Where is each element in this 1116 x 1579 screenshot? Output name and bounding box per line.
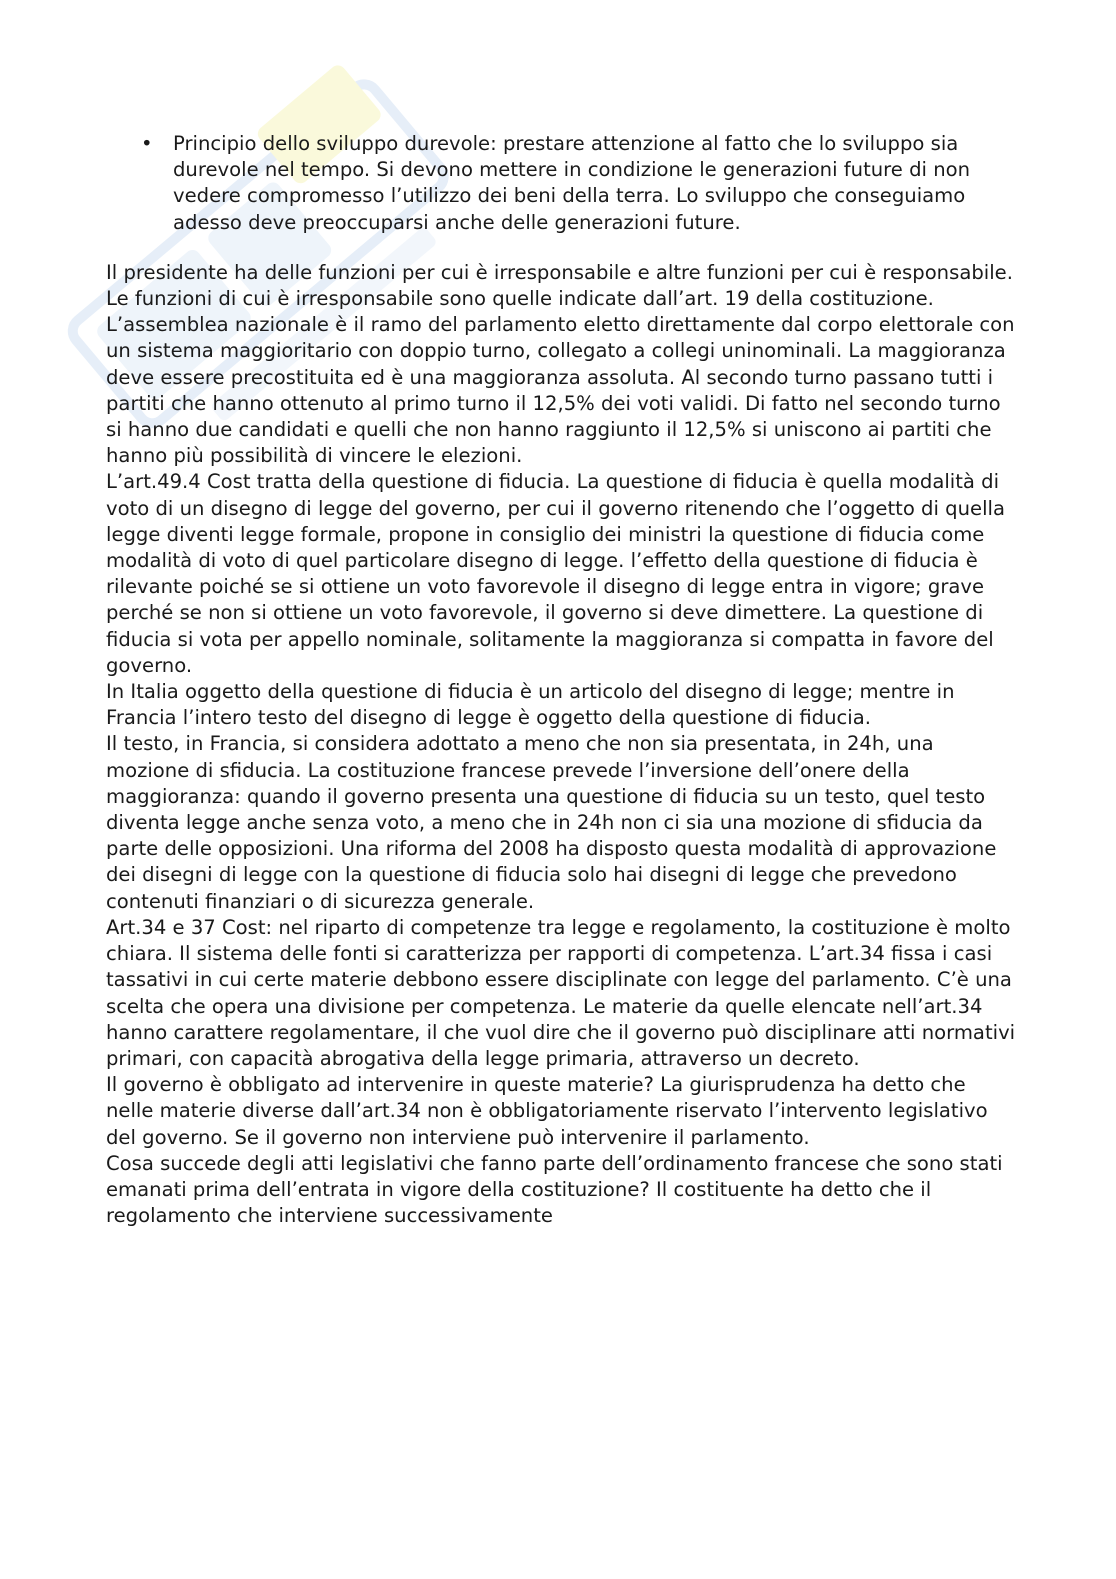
bullet-list	[106, 131, 1016, 236]
bullet-text: Principio dello sviluppo durevole: prestare attenzione al fatto che lo sviluppo sia durevole nel tempo. Si devono mettere in condizione le generazioni future di non vedere compromesso l’utilizzo dei beni della terra. Lo sviluppo che conseguiamo adesso deve preoccuparsi anche delle generazioni future.	[173, 132, 971, 234]
paragraph: Art.34 e 37 Cost: nel riparto di competenze tra legge e regolamento, la costituzione è molto chiara. Il sistema delle fonti si caratterizza per rapporti di competenza. L’art.34 fissa i casi tassativi in cui certe materie debbono essere disciplinate con legge del parlamento. C’è una scelta che opera una divisione per competenza. Le materie da quelle elencate nell’art.34 hanno carattere regolamentare, il che vuol dire che il governo può disciplinare atti normativi primari, con capacità abrogativa della legge primaria, attraverso un decreto.	[106, 915, 1016, 1070]
paragraph: Il presidente ha delle funzioni per cui è irresponsabile e altre funzioni per cui è responsabile. Le funzioni di cui è irresponsabile sono quelle indicate dall’art. 19 della costituzione.	[106, 260, 1013, 311]
paragraph: L’art.49.4 Cost tratta della questione di fiducia. La questione di fiducia è quella modalità di voto di un disegno di legge del governo, per cui il governo ritenendo che l’oggetto di quella legge diventi legge formale, propone in consiglio dei ministri la questione di fiducia come modalità di voto di quel particolare disegno di legge. l’effetto della questione di fiducia è rilevante poiché se si ottiene un voto favorevole il disegno di legge entra in vigore; grave perché se non si ottiene un voto favorevole, il governo si deve dimettere. La questione di fiducia si vota per appello nominale, solitamente la maggioranza si compatta in favore del governo.	[106, 470, 1005, 677]
document-body	[106, 131, 1016, 1229]
paragraph: L’assemblea nazionale è il ramo del parlamento eletto direttamente dal corpo elettorale con un sistema maggioritario con doppio turno, collegato a collegi uninominali. La maggioranza deve essere precostituita ed è una maggioranza assoluta. Al secondo turno passano tutti i partiti che hanno ottenuto al primo turno il 12,5% dei voti validi. Di fatto nel secondo turno si hanno due candidati e quelli che non hanno raggiunto il 12,5% si uniscono ai partiti che hanno più possibilità di vincere le elezioni.	[106, 313, 1015, 468]
bullet-icon: •	[141, 132, 153, 155]
paragraph: Cosa succede degli atti legislativi che fanno parte dell’ordinamento francese che sono stati emanati prima dell’entrata in vigore della costituzione? Il costituente ha detto che il regolamento che interviene successivamente	[106, 1151, 1003, 1228]
paragraph: Il governo è obbligato ad intervenire in queste materie? La giurisprudenza ha detto che nelle materie diverse dall’art.34 non è obbligatoriamente riservato l’intervento legislativo del governo. Se il governo non interviene può intervenire il parlamento.	[106, 1073, 988, 1149]
list-item	[106, 131, 983, 236]
paragraph: In Italia oggetto della questione di fiducia è un articolo del disegno di legge; mentre in Francia l’intero testo del disegno di legge è oggetto della questione di fiducia.	[106, 680, 955, 730]
paragraph: Il testo, in Francia, si considera adottato a meno che non sia presentata, in 24h, una mozione di sfiducia. La costituzione francese prevede l’inversione dell’onere della maggioranza: quando il governo presenta una questione di fiducia su un testo, quel testo diventa legge anche senza voto, a meno che in 24h non ci sia una mozione di sfiducia da parte delle opposizioni. Una riforma del 2008 ha disposto questa modalità di approvazione dei disegni di legge con la questione di fiducia solo hai disegni di legge che prevedono contenuti finanziari o di sicurezza generale.	[106, 732, 997, 913]
